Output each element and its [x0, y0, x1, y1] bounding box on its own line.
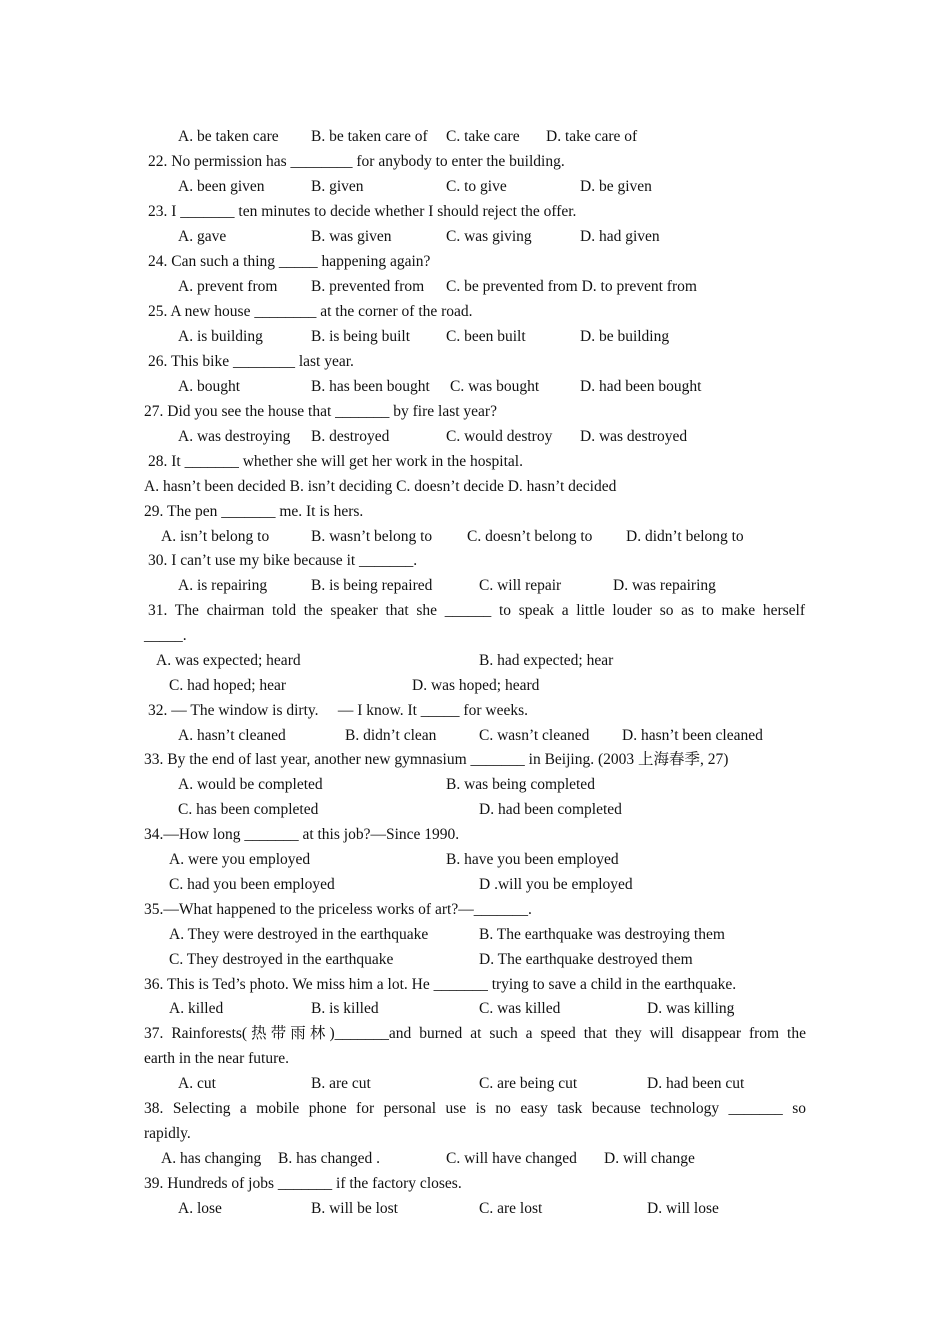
- q21-option-c: C. take care: [446, 128, 520, 145]
- q28-stem: 28. It _______ whether she will get her work in the hospital.: [148, 453, 523, 470]
- q23-option-c: C. was giving: [446, 228, 532, 245]
- q38-option-a: A. has changing: [161, 1150, 262, 1167]
- q23-option-a: A. gave: [178, 228, 227, 245]
- q23-option-d: D. had given: [580, 228, 660, 245]
- q37-option-d: D. had been cut: [647, 1075, 745, 1092]
- q29-option-c: C. doesn’t belong to: [467, 528, 593, 545]
- q35-option-b: B. The earthquake was destroying them: [479, 926, 725, 943]
- q33-option-d: D. had been completed: [479, 801, 622, 818]
- q21-option-d: D. take care of: [546, 128, 638, 145]
- q24-option-a: A. prevent from: [178, 278, 278, 295]
- q31-option-d: D. was hoped; heard: [412, 677, 540, 694]
- q29-stem: 29. The pen _______ me. It is hers.: [144, 503, 364, 520]
- q32-option-a: A. hasn’t cleaned: [178, 727, 286, 744]
- q25-option-c: C. been built: [446, 328, 526, 345]
- q22-option-c: C. to give: [446, 178, 507, 195]
- q22-option-b: B. given: [311, 178, 364, 195]
- q34-option-c: C. had you been employed: [169, 876, 335, 893]
- q29-option-d: D. didn’t belong to: [626, 528, 744, 545]
- q34-option-d: D .will you be employed: [479, 876, 633, 893]
- q33-option-a: A. would be completed: [178, 776, 323, 793]
- q27-option-a: A. was destroying: [178, 428, 291, 445]
- q38-option-c: C. will have changed: [446, 1150, 577, 1167]
- q23-option-b: B. was given: [311, 228, 392, 245]
- q27-option-b: B. destroyed: [311, 428, 390, 445]
- q28-options: A. hasn’t been decided B. isn’t deciding C. doesn’t decide D. hasn’t decided: [144, 478, 617, 495]
- q21-option-b: B. be taken care of: [311, 128, 428, 145]
- q34-option-b: B. have you been employed: [446, 851, 619, 868]
- q30-option-d: D. was repairing: [613, 577, 716, 594]
- q26-option-d: D. had been bought: [580, 378, 702, 395]
- q26-option-b: B. has been bought: [311, 378, 430, 395]
- q30-option-b: B. is being repaired: [311, 577, 433, 594]
- q39-option-a: A. lose: [178, 1200, 222, 1217]
- q36-option-c: C. was killed: [479, 1000, 561, 1017]
- q32-option-d: D. hasn’t been cleaned: [622, 727, 763, 744]
- q34-stem: 34.—How long _______ at this job?—Since 1990.: [144, 826, 460, 843]
- q22-option-a: A. been given: [178, 178, 265, 195]
- q36-option-d: D. was killing: [647, 1000, 735, 1017]
- q26-stem: 26. This bike ________ last year.: [148, 353, 354, 370]
- q33-option-c: C. has been completed: [178, 801, 319, 818]
- q29-option-a: A. isn’t belong to: [161, 528, 270, 545]
- q37-stem-line-1: 37. Rainforests(热带雨林)_______and burned at such a speed that they will disappear from the: [144, 1025, 806, 1042]
- q36-stem: 36. This is Ted’s photo. We miss him a lot. He _______ trying to save a child in the earthquake.: [144, 976, 737, 993]
- q30-option-a: A. is repairing: [178, 577, 268, 594]
- q31-option-a: A. was expected; heard: [156, 652, 301, 669]
- q27-stem: 27. Did you see the house that _______ by fire last year?: [144, 403, 497, 420]
- q25-stem: 25. A new house ________ at the corner of the road.: [148, 303, 473, 320]
- q39-option-c: C. are lost: [479, 1200, 543, 1217]
- q21-option-a: A. be taken care: [178, 128, 279, 145]
- q37-option-c: C. are being cut: [479, 1075, 578, 1092]
- q33-stem: 33. By the end of last year, another new gymnasium _______ in Beijing. (2003 上海春季, 27): [144, 751, 729, 768]
- q24-option-b: B. prevented from: [311, 278, 425, 295]
- q39-option-b: B. will be lost: [311, 1200, 398, 1217]
- q37-option-b: B. are cut: [311, 1075, 371, 1092]
- q35-stem: 35.—What happened to the priceless works of art?—_______.: [144, 901, 532, 918]
- q32-stem: 32. — The window is dirty. — I know. It _____ for weeks.: [148, 702, 528, 719]
- q34-option-a: A. were you employed: [169, 851, 311, 868]
- q27-option-c: C. would destroy: [446, 428, 553, 445]
- q24-options-cd: C. be prevented from D. to prevent from: [446, 278, 697, 295]
- q22-option-d: D. be given: [580, 178, 652, 195]
- q38-stem-line-1: 38. Selecting a mobile phone for personal use is no easy task because technology _______ so: [144, 1100, 806, 1117]
- q33-option-b: B. was being completed: [446, 776, 595, 793]
- q35-option-c: C. They destroyed in the earthquake: [169, 951, 394, 968]
- q31-option-b: B. had expected; hear: [479, 652, 614, 669]
- q30-option-c: C. will repair: [479, 577, 562, 594]
- q22-stem: 22. No permission has ________ for anybody to enter the building.: [148, 153, 565, 170]
- q30-stem: 30. I can’t use my bike because it _______.: [148, 552, 418, 569]
- q35-option-d: D. The earthquake destroyed them: [479, 951, 693, 968]
- q23-stem: 23. I _______ ten minutes to decide whether I should reject the offer.: [148, 203, 577, 220]
- q24-stem: 24. Can such a thing _____ happening again?: [148, 253, 431, 270]
- q31-stem-line-1: 31. The chairman told the speaker that she ______ to speak a little louder so as to make herself: [148, 602, 805, 619]
- q36-option-b: B. is killed: [311, 1000, 379, 1017]
- q37-option-a: A. cut: [178, 1075, 216, 1092]
- q35-option-a: A. They were destroyed in the earthquake: [169, 926, 429, 943]
- q32-option-c: C. wasn’t cleaned: [479, 727, 590, 744]
- q25-option-b: B. is being built: [311, 328, 411, 345]
- q25-option-d: D. be building: [580, 328, 670, 345]
- q38-option-b: B. has changed .: [278, 1150, 381, 1167]
- q37-stem-line-2: earth in the near future.: [144, 1050, 290, 1067]
- q32-option-b: B. didn’t clean: [345, 727, 437, 744]
- q38-option-d: D. will change: [604, 1150, 695, 1167]
- q26-option-c: C. was bought: [450, 378, 540, 395]
- q36-option-a: A. killed: [169, 1000, 224, 1017]
- q39-stem: 39. Hundreds of jobs _______ if the factory closes.: [144, 1175, 462, 1192]
- q39-option-d: D. will lose: [647, 1200, 719, 1217]
- q31-option-c: C. had hoped; hear: [169, 677, 287, 694]
- q31-stem-line-2: _____.: [144, 627, 187, 644]
- q25-option-a: A. is building: [178, 328, 263, 345]
- q26-option-a: A. bought: [178, 378, 240, 395]
- q38-stem-line-2: rapidly.: [144, 1125, 191, 1142]
- q27-option-d: D. was destroyed: [580, 428, 688, 445]
- q29-option-b: B. wasn’t belong to: [311, 528, 433, 545]
